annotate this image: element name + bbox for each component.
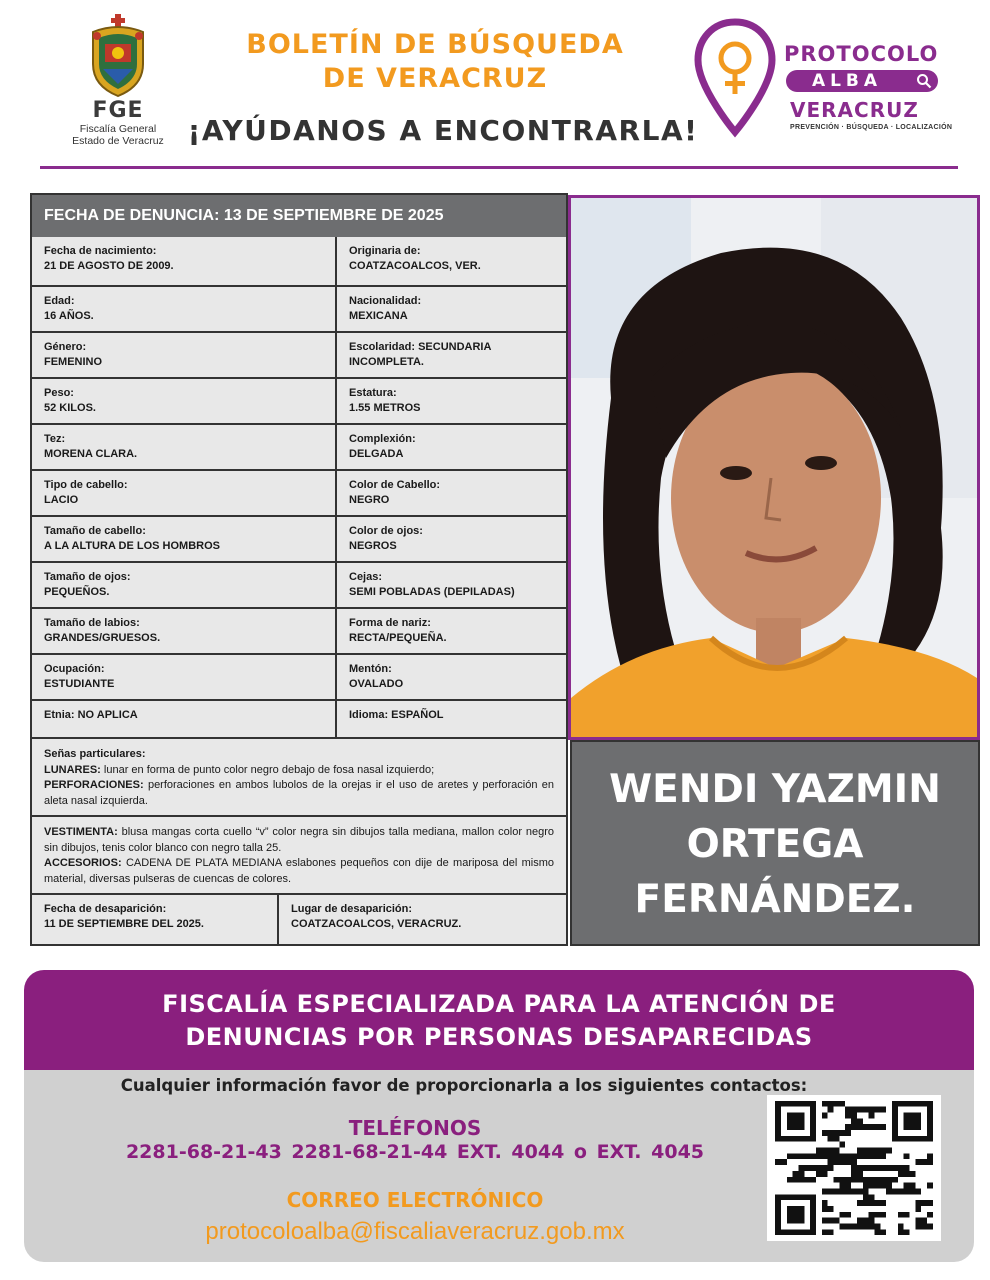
email-title: CORREO ELECTRÓNICO (286, 1188, 544, 1212)
person-name (570, 740, 980, 946)
name-line1: WENDI YAZMIN (609, 767, 941, 812)
field-value: ESTUDIANTE (44, 678, 115, 690)
banner-line2: DENUNCIAS POR PERSONAS DESAPARECIDAS (185, 1023, 813, 1051)
alba-protocolo-text: PROTOCOLO (784, 42, 939, 66)
lugar-desaparicion-value: COATZACOALCOS, VERACRUZ. (291, 918, 462, 930)
magnifier-icon (916, 73, 932, 89)
table-cell (32, 425, 337, 471)
field-value: 52 KILOS. (44, 402, 96, 414)
field-value: NEGRO (349, 494, 390, 506)
field-value: PEQUEÑOS. (44, 586, 110, 598)
table-cell (32, 701, 337, 739)
field-value: MEXICANA (349, 310, 408, 322)
field-label: Complexión: (349, 433, 416, 445)
table-cell (32, 237, 337, 287)
table-cell (337, 655, 566, 701)
field-label: Tamaño de ojos: (44, 571, 131, 583)
report-date: FECHA DE DENUNCIA: 13 DE SEPTIEMBRE DE 2025 (32, 195, 566, 237)
table-cell (32, 287, 337, 333)
field-label: Género: (44, 341, 87, 353)
field-value: MORENA CLARA. (44, 448, 138, 460)
table-cell (32, 471, 337, 517)
field-label: Originaria de: (349, 245, 421, 257)
field-value: 1.55 METROS (349, 402, 421, 414)
field-label: Forma de nariz: (349, 617, 431, 629)
lunares-text: lunar en forma de punto color negro debajo de fosa nasal izquierdo; (100, 763, 435, 776)
field-label: Cejas: (349, 571, 383, 583)
banner-line1: FISCALÍA ESPECIALIZADA PARA LA ATENCIÓN DE (162, 990, 836, 1018)
qr-code-icon[interactable] (767, 1095, 941, 1241)
fecha-desaparicion-value: 11 DE SEPTIEMBRE DEL 2025. (44, 918, 204, 930)
phones-title: TELÉFONOS (348, 1116, 482, 1140)
field-value: 21 DE AGOSTO DE 2009. (44, 260, 174, 272)
field-label: Etnia: NO APLICA (44, 709, 138, 721)
person-photo (568, 195, 980, 740)
table-cell (337, 425, 566, 471)
field-label: Tamaño de cabello: (44, 525, 146, 537)
table-cell (32, 563, 337, 609)
field-label: Mentón: (349, 663, 392, 675)
field-label: Estatura: (349, 387, 397, 399)
field-value: LACIO (44, 494, 79, 506)
disappearance-date (32, 895, 279, 944)
field-value: GRANDES/GRUESOS. (44, 632, 161, 644)
field-value: RECTA/PEQUEÑA. (349, 632, 447, 644)
senas-title: Señas particulares: (44, 748, 146, 760)
distinguishing-marks (32, 739, 566, 817)
coat-of-arms-icon (83, 14, 153, 98)
bulletin-title-line1: BOLETÍN DE BÚSQUEDA (246, 29, 624, 60)
field-value: COATZACOALCOS, VER. (349, 260, 481, 272)
perforaciones-label: PERFORACIONES: (44, 779, 144, 791)
field-label: Color de Cabello: (349, 479, 441, 491)
field-label: Ocupación: (44, 663, 105, 675)
clothing-description (32, 817, 566, 895)
lugar-desaparicion-label: Lugar de desaparición: (291, 903, 413, 915)
field-value: DELGADA (349, 448, 404, 460)
fge-logo-text: FGE (92, 98, 144, 123)
perforaciones-text: perforaciones en ambos lubolos de la orejas ir el uso de aretes y perforación en aleta nasal izquierda. (44, 779, 554, 807)
table-cell (32, 655, 337, 701)
table-cell (32, 379, 337, 425)
phone-numbers[interactable]: 2281-68-21-43 2281-68-21-44 EXT. 4044 o EXT. 4045 (125, 1141, 705, 1163)
field-label: Fecha de nacimiento: (44, 245, 157, 257)
field-label: Idioma: ESPAÑOL (349, 709, 444, 721)
field-label: Tipo de cabello: (44, 479, 128, 491)
field-label: Escolaridad: SECUNDARIA (349, 341, 492, 353)
table-cell (337, 563, 566, 609)
fge-logo (58, 14, 178, 154)
protocolo-alba-logo (694, 18, 954, 148)
field-label: Tez: (44, 433, 66, 445)
email-address[interactable]: protocoloalba@fiscaliaveracruz.gob.mx (205, 1218, 625, 1245)
description-table (30, 193, 568, 946)
fge-sub-line2: Estado de Veracruz (72, 135, 164, 147)
alba-tagline: PREVENCIÓN · BÚSQUEDA · LOCALIZACIÓN (790, 124, 953, 131)
field-value: INCOMPLETA. (349, 356, 424, 368)
field-label: Tamaño de labios: (44, 617, 140, 629)
table-cell (337, 379, 566, 425)
alba-word: ALBA (811, 71, 883, 91)
vestimenta-text: blusa mangas corta cuello “v” color negra sin dibujos talla mediana, mallon color negro sin dibujos, tenis color blanco con negro talla 25. (44, 826, 554, 854)
field-value: OVALADO (349, 678, 404, 690)
bulletin-title (195, 28, 675, 96)
bulletin-title-line2: DE VERACRUZ (322, 63, 548, 94)
field-value: A LA ALTURA DE LOS HOMBROS (44, 540, 220, 552)
table-cell (337, 237, 566, 287)
accesorios-label: ACCESORIOS: (44, 857, 122, 869)
call-to-action: ¡AYÚDANOS A ENCONTRARLA! (187, 114, 699, 147)
fiscalia-banner (24, 970, 974, 1070)
name-line2: ORTEGA (686, 822, 864, 867)
contact-intro: Cualquier información favor de proporcionarla a los siguientes contactos: (120, 1076, 808, 1095)
table-cell (337, 471, 566, 517)
table-cell (337, 609, 566, 655)
table-cell (337, 701, 566, 739)
field-value: 16 AÑOS. (44, 310, 94, 322)
vestimenta-label: VESTIMENTA: (44, 826, 118, 838)
table-cell (337, 287, 566, 333)
field-value: NEGROS (349, 540, 397, 552)
fecha-desaparicion-label: Fecha de desaparición: (44, 903, 167, 915)
fge-sub-line1: Fiscalía General (79, 123, 157, 135)
name-line3: FERNÁNDEZ. (634, 877, 916, 922)
alba-veracruz-text: VERACRUZ (790, 98, 919, 122)
accesorios-text: CADENA DE PLATA MEDIANA eslabones pequeños con dije de mariposa del mismo material, diversas pulseras de cuencas de colores. (44, 857, 554, 885)
alba-bar (786, 70, 938, 92)
table-cell (32, 609, 337, 655)
table-cell (32, 333, 337, 379)
field-label: Nacionalidad: (349, 295, 422, 307)
location-pin-female-icon (694, 18, 776, 138)
field-label: Edad: (44, 295, 75, 307)
disappearance-place (279, 895, 566, 944)
field-value: FEMENINO (44, 356, 103, 368)
header-divider (40, 166, 958, 169)
field-label: Peso: (44, 387, 74, 399)
field-value: SEMI POBLADAS (DEPILADAS) (349, 586, 515, 598)
table-cell (32, 517, 337, 563)
table-cell (337, 517, 566, 563)
table-cell (337, 333, 566, 379)
field-label: Color de ojos: (349, 525, 423, 537)
lunares-label: LUNARES: (44, 763, 101, 776)
